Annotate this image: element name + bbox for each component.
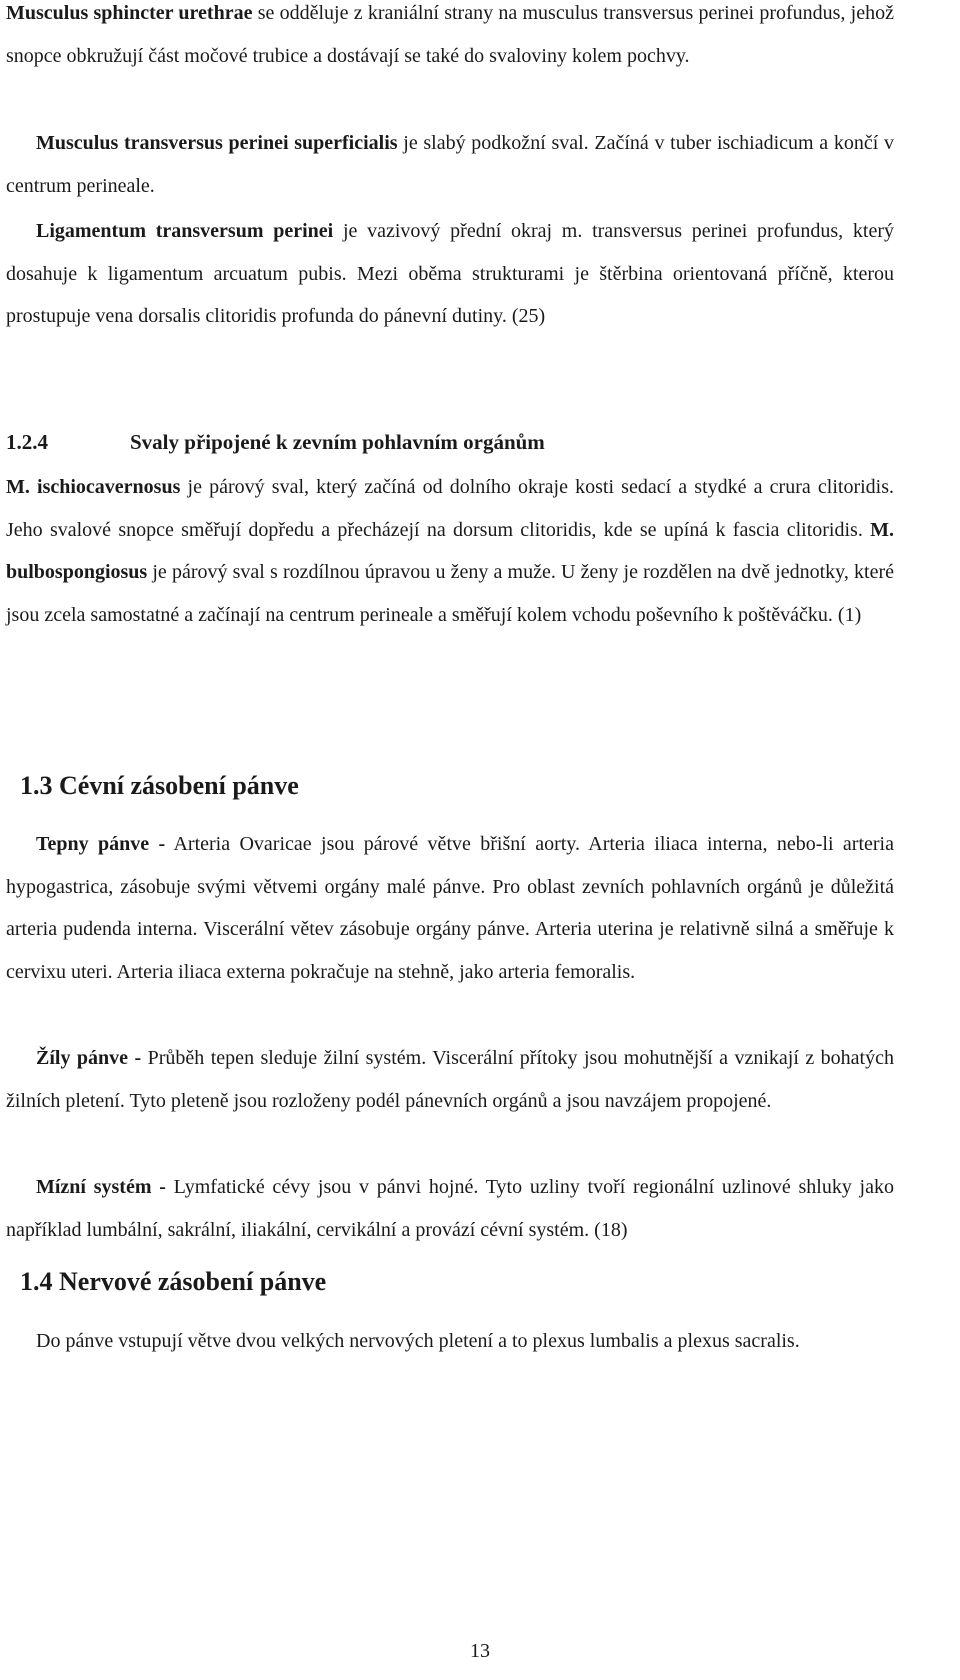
paragraph-text: je párový sval, který začíná od dolního okraje kosti sedací a stydké a crura clitoridis. Jeho svalové snopce směřují dopředu a přecházejí na dorsum clitoridis, kde se upíná k fascia clitoridis. [6,476,895,541]
paragraph-text: je párový sval s rozdílnou úpravou u ženy a muže. U ženy je rozdělen na dvě jednotky, které jsou zcela samostatné a začínají na centrum perineale a směřují kolem vchodu poševního k poštěváčku. (1) [6,561,894,626]
paragraph-text: Průběh tepen sleduje žilní systém. Viscerální přítoky jsou mohutnější a vznikají z bohatých žilních pletení. Tyto pleteně jsou rozloženy podél pánevních orgánů a jsou navzájem propojené. [6,1047,894,1112]
page-number: 13 [470,1640,490,1662]
term-mizni-system: Mízní systém - [36,1176,166,1198]
section-heading-1-2-4 [6,422,545,462]
term-ligamentum-transversum-perinei: Ligamentum transversum perinei [36,220,334,242]
term-tepny-panve: Tepny pánve - [36,833,166,855]
section-title: Svaly připojené k zevním pohlavním orgánům [130,430,545,454]
paragraph-ischiocavernosus [6,466,894,636]
term-zily-panve: Žíly pánve - [36,1047,142,1069]
paragraph-transversus-superficialis [6,122,894,207]
term-m-ischiocavernosus: M. ischiocavernosus [6,476,181,498]
section-heading-1-3: 1.3 Cévní zásobení pánve [20,771,299,800]
paragraph-text: Lymfatické cévy jsou v pánvi hojné. Tyto uzliny tvoří regionální uzlinové shluky jako například lumbální, sakrální, iliakální, cervikální a provází cévní systém. (18) [6,1176,894,1241]
section-number: 1.2.4 [6,430,48,454]
paragraph-text: Arteria Ovaricae jsou párové větve břišní aorty. Arteria iliaca interna, nebo-li arteria hypogastrica, zásobuje svými větvemi orgány malé pánve. Pro oblast zevních pohlavních orgánů je důležitá arteria pudenda interna. Viscerální větev zásobuje orgány pánve. Arteria uterina je relativně silná a směřuje k cervixu uteri. Arteria iliaca externa pokračuje na stehně, jako arteria femoralis. [6,833,894,983]
section-heading-1-4: 1.4 Nervové zásobení pánve [20,1267,327,1296]
paragraph-mizni-system [6,1166,894,1251]
paragraph-text: je vazivový přední okraj m. transversus perinei profundus, který dosahuje k ligamentum arcuatum pubis. Mezi oběma strukturami je štěrbina orientovaná příčně, kterou prostupuje vena dorsalis clitoridis profunda do pánevní dutiny. (25) [6,220,894,327]
paragraph-text: se odděluje z kraniální strany na musculus transversus perinei profundus, jehož snopce obkružují část močové trubice a dostávají se také do svaloviny kolem pochvy. [6,2,894,67]
paragraph-zily-panve [6,1037,894,1122]
paragraph-sphincter-urethrae [6,0,894,77]
paragraph-nervove-zasobeni: Do pánve vstupují větve dvou velkých nervových pletení a to plexus lumbalis a plexus sacralis. [36,1330,800,1352]
paragraph-text: je slabý podkožní sval. Začíná v tuber ischiadicum a končí v centrum perineale. [6,132,895,197]
paragraph-ligamentum-transversum [6,210,894,338]
term-m-bulbospongiosus: M. bulbospongiosus [6,518,894,583]
paragraph-tepny-panve [6,823,894,993]
term-musculus-transversus-perinei-superficialis: Musculus transversus perinei superficialis [36,132,398,154]
term-musculus-sphincter-urethrae: Musculus sphincter urethrae [6,2,253,24]
